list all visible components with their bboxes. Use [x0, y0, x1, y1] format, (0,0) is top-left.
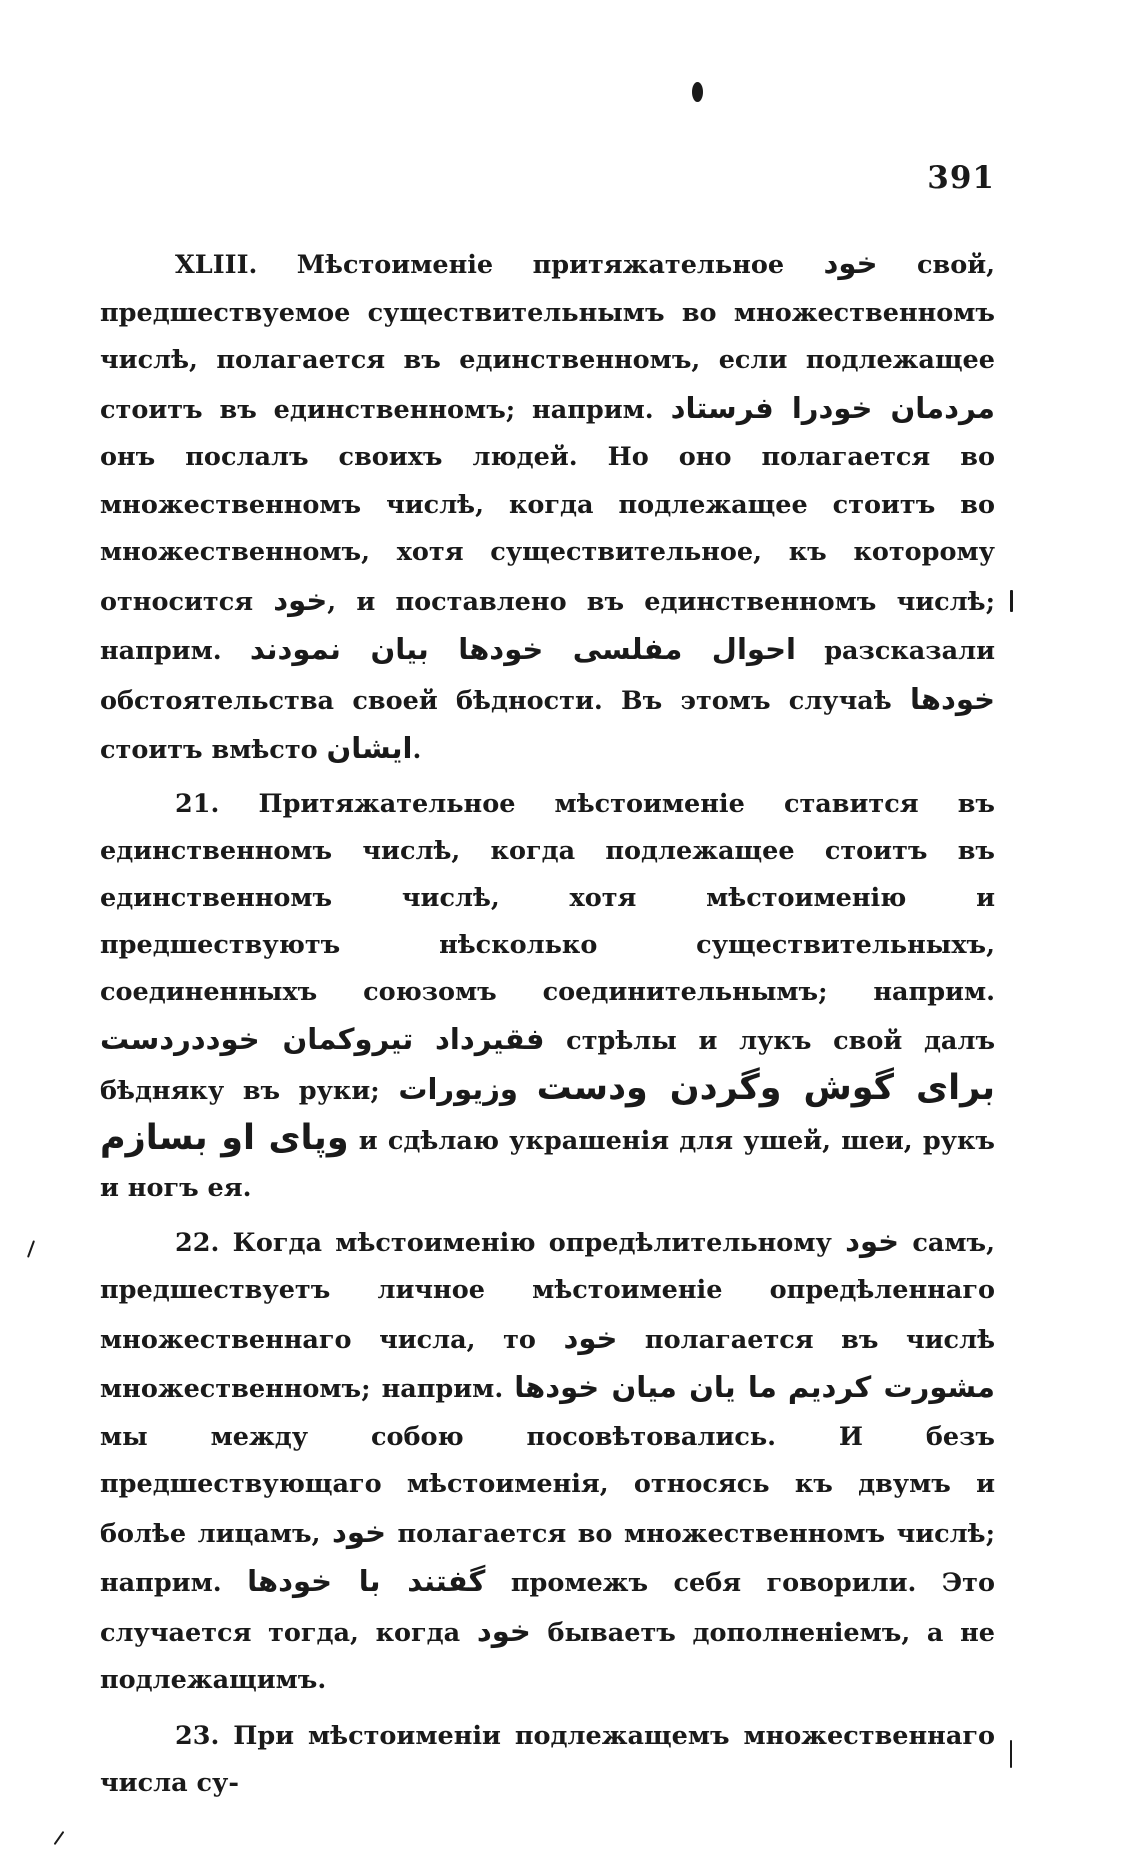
ink-speck-mark	[1010, 1740, 1012, 1768]
russian-text: полагается въ числѣ множественномъ; наприм.	[100, 1324, 995, 1404]
persian-phrase: برای گوش وگردن ودست وپای او بسازم	[100, 1067, 995, 1158]
russian-text: и сдѣлаю украшенія для ушей, шеи, рукъ и ногъ ея.	[100, 1125, 995, 1203]
russian-text: .	[412, 735, 422, 765]
ink-speck-mark	[27, 1240, 35, 1258]
paragraph-xliii	[100, 240, 995, 775]
persian-phrase: خود	[273, 582, 328, 617]
persian-phrase: خود	[823, 246, 878, 280]
persian-phrase: مشورت کردیم	[787, 1370, 996, 1404]
russian-text: 22. Когда мѣстоименію опредѣлительному	[175, 1227, 846, 1258]
persian-phrase: خودها	[910, 681, 995, 716]
paragraph-section-22	[100, 1218, 995, 1705]
persian-phrase: ما یان میان خودها	[514, 1370, 777, 1404]
russian-text: стрѣлы и лукъ свой далъ бѣдняку въ руки;	[100, 1025, 995, 1106]
body-text	[100, 240, 995, 1808]
russian-text: промежъ себя говорили. Это случается тогда, когда	[100, 1568, 995, 1648]
russian-text: свой, предшествуемое существительнымъ во множественномъ числѣ, полагается въ единственномъ, если подлежащее стоитъ въ единственномъ; наприм.	[100, 250, 995, 425]
russian-text: XLIII. Мѣстоименіе притяжательное	[175, 250, 824, 280]
russian-text: разсказали обстоятельства своей бѣдности. Въ этомъ случаѣ	[100, 636, 995, 716]
persian-phrase: ایشان	[326, 731, 413, 765]
persian-phrase: خود	[332, 1514, 386, 1549]
ink-speck-mark	[54, 1831, 65, 1845]
russian-text	[518, 1076, 537, 1106]
page-number: 391	[927, 160, 995, 196]
persian-phrase: وزیورات	[398, 1071, 518, 1106]
persian-phrase: گفتند با خودها	[247, 1564, 486, 1598]
russian-text: онъ послалъ своихъ людей. Но оно полагается во множественномъ числѣ, когда подлежащее стоитъ во множественномъ, хотя существительное, къ которому относится	[100, 442, 995, 617]
persian-phrase: خود	[845, 1223, 900, 1258]
persian-phrase: خود	[476, 1613, 531, 1648]
russian-text: мы между собою посовѣтовались. И безъ предшествующаго мѣстоименія, относясь къ двумъ и болѣе лицамъ,	[100, 1421, 995, 1549]
russian-text: бываетъ дополненіемъ, а не подлежащимъ.	[100, 1617, 995, 1695]
russian-text: 21. Притяжательное мѣстоименіе ставится въ единственномъ числѣ, когда подлежащее стоитъ въ единственномъ числѣ, хотя мѣстоименію и предшествуютъ нѣсколько существительныхъ, соединенныхъ союзомъ соединительнымъ; наприм.	[100, 788, 995, 1007]
russian-text: самъ, предшествуетъ личное мѣстоименіе опредѣленнаго множественнаго числа, то	[100, 1227, 995, 1355]
persian-phrase: مردمان خودرا فرستاد	[670, 390, 995, 425]
russian-text: , и поставлено въ единственномъ числѣ; наприм.	[100, 586, 995, 666]
persian-phrase: فقیرداد	[435, 1021, 545, 1056]
russian-text: полагается во множественномъ числѣ; наприм.	[100, 1518, 995, 1598]
russian-text	[413, 1026, 435, 1056]
russian-text: 23. При мѣстоименіи подлежащемъ множественнаго числа су-	[100, 1720, 995, 1798]
russian-text	[777, 1374, 788, 1404]
persian-phrase: احوال مفلسی خودها بیان نمودند	[249, 632, 796, 666]
paragraph-section-21	[100, 781, 995, 1212]
ink-speck-mark	[1010, 590, 1013, 612]
russian-text: стоитъ вмѣсто	[100, 735, 327, 765]
persian-phrase: تیروکمان خوددردست	[100, 1021, 414, 1056]
persian-phrase: خود	[563, 1320, 618, 1355]
ink-blot-mark	[692, 82, 703, 102]
paragraph-section-23	[100, 1713, 995, 1808]
